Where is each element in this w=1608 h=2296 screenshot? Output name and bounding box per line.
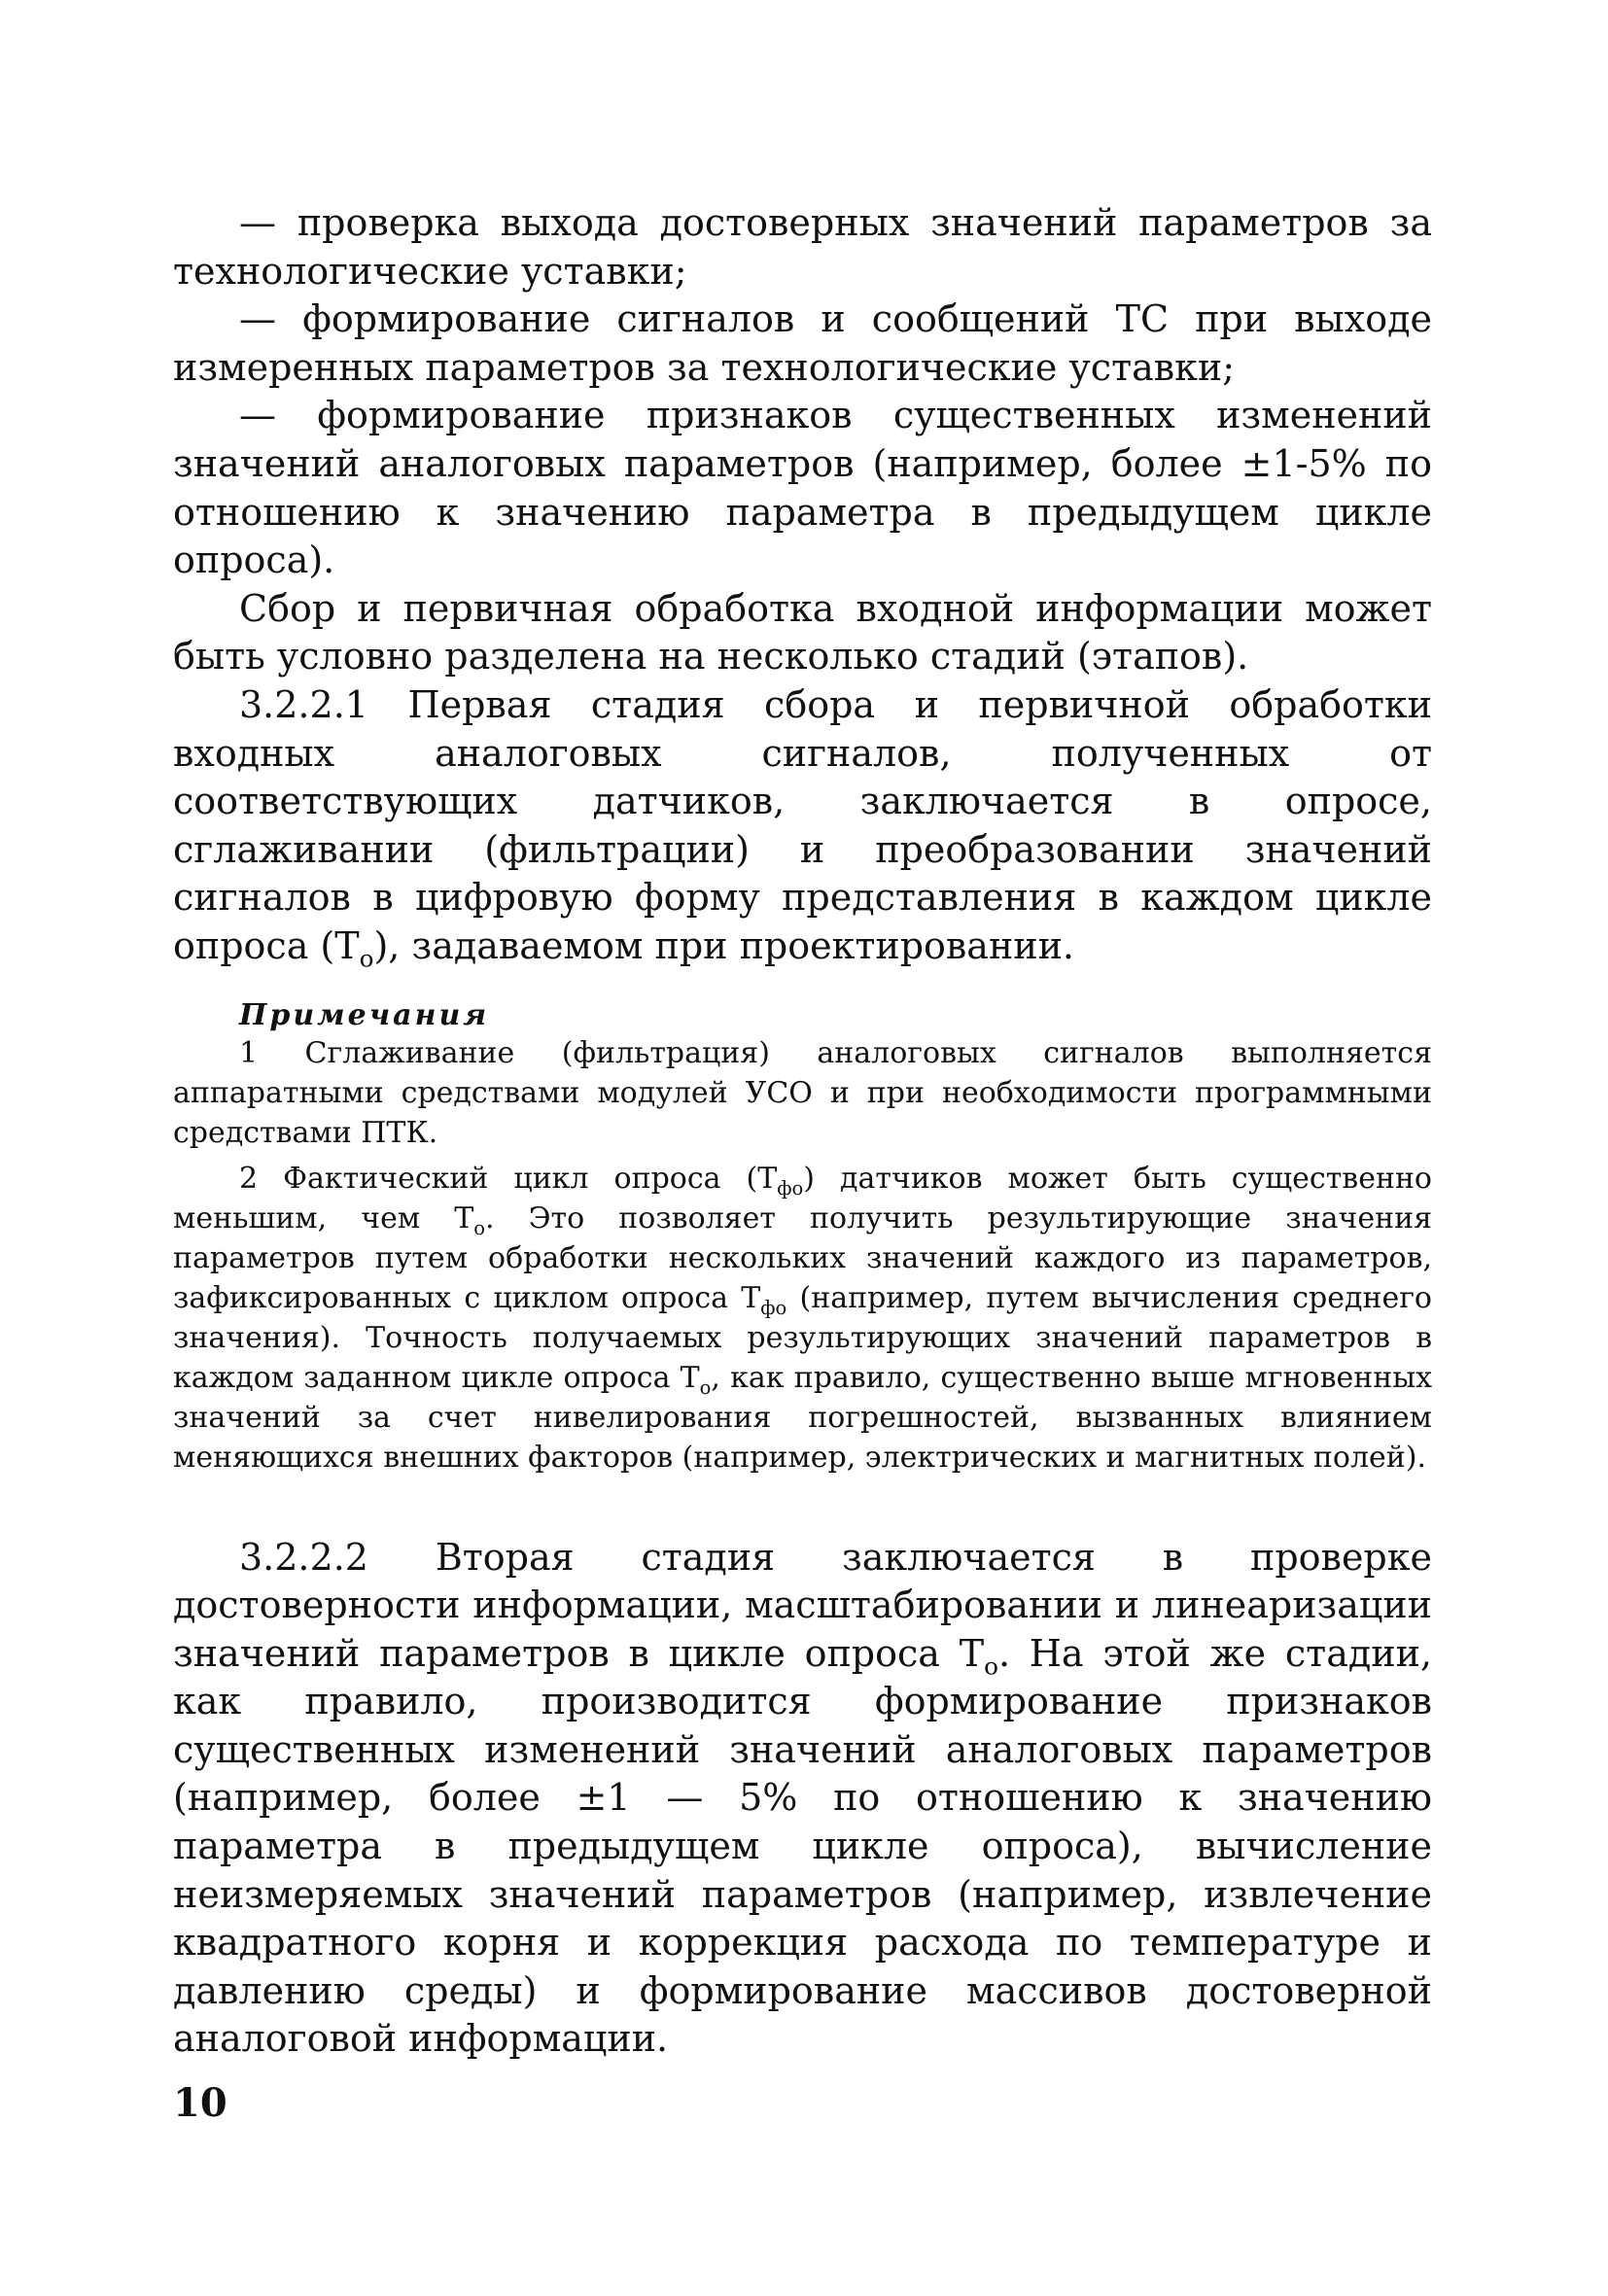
notes-block xyxy=(173,1033,1432,1478)
paragraph-3221: 3.2.2.1 Первая стадия сбора и первичной обработки входных аналоговых сигналов, полученных от соответствующих датчиков, заключается в опросе, сглаживании (фильтрации) и преобразовании значений сигналов в цифровую форму представления в каждом цикле опроса $(Т_о)$, задаваемом при проектировании. xyxy=(173,682,1432,973)
page-body xyxy=(173,199,1432,2064)
paragraph-signal-forming: — формирование сигналов и сообщений ТС при выходе измеренных параметров за технологические уставки; xyxy=(173,297,1432,389)
paragraph-collection-stages: Сбор и первичная обработка входной информации может быть условно разделена на несколько стадий (этапов). xyxy=(173,586,1432,678)
paragraph-change-flags: — формирование признаков существенных изменений значений аналоговых параметров (например, более ±1-5% по отношению к значению параметра в предыдущем цикле опроса). xyxy=(173,394,1432,582)
page-number: 10 xyxy=(173,2080,227,2126)
main-text-top xyxy=(173,199,1432,971)
main-text-bottom xyxy=(173,1534,1432,2065)
paragraph-check-validity: — проверка выхода достоверных значений параметров за технологические уставки; xyxy=(173,201,1432,293)
notes-heading: Примечания xyxy=(239,997,490,1032)
paragraph-3222: 3.2.2.2 Вторая стадия заключается в проверке достоверности информации, масштабировании и линеаризации значений параметров в цикле опроса $Т_о$. На этой же стадии, как правило, производится формирование признаков существенных изменений значений аналоговых параметров (например, более ±1 — 5% по отношению к значению параметра в предыдущем цикле опроса), вычисление неизмеряемых значений параметров (например, извлечение квадратного корня и коррекция расхода по температуре и давлению среды) и формирование массивов достоверной аналоговой информации. xyxy=(173,1535,1432,2061)
note-1: 1 Сглаживание (фильтрация) аналоговых сигналов выполняется аппаратными средствами модулей УСО и при необходимости программными средствами ПТК. xyxy=(173,1035,1432,1150)
note-2: 2 Фактический цикл опроса $(Т_{фо})$ датчиков может быть существенно меньшим, чем $Т_о$. Это позволяет получить результирующие значения параметров путем обработки нескольких значений каждого из параметров, зафиксированных с циклом опроса $Т_{фо}$ (например, путем вычисления среднего значения). Точность получаемых результирующих значений параметров в каждом заданном цикле опроса $Т_о$, как правило, существенно выше мгновенных значений за счет нивелирования погрешностей, вызванных влиянием меняющихся внешних факторов (например, электрических и магнитных полей). xyxy=(173,1161,1432,1475)
